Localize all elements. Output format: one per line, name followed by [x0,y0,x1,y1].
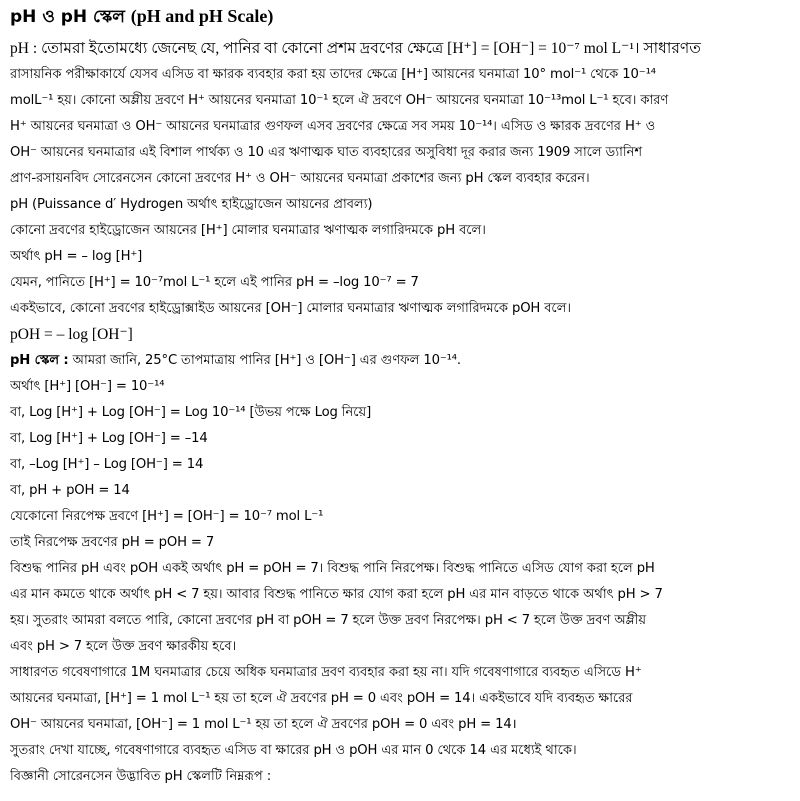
heading-bangla: pH ও pH স্কেল [10,7,125,27]
paragraph-line: OH⁻ আয়নের ঘনমাত্রার এই বিশাল পার্থক্য ও 10 এর ঋণাত্মক ঘাত ব্যবহারের অসুবিধা দূর করার জন্য 1909 সালে ড্যানিশ [10,145,643,160]
ph-definition-title: pH (Puissance d′ Hydrogen অর্থাৎ হাইড্রোজেন আয়নের প্রাবল্য) [10,197,373,212]
equation-line: বা, –Log [H⁺] – Log [OH⁻] = 14 [10,457,204,472]
section-heading [10,4,794,29]
equation-line: বা, pH + pOH = 14 [10,483,130,498]
ph-scale-line [10,349,794,373]
equation-line: বা, Log [H⁺] + Log [OH⁻] = –14 [10,431,208,446]
ph-definition: কোনো দ্রবণের হাইড্রোজেন আয়নের [H⁺] মোলার ঘনমাত্রার ঋণাত্মক লগারিদমকে pH বলে। [10,223,486,238]
heading-english: (pH and pH Scale) [130,6,274,26]
ph-scale-text: আমরা জানি, 25°C তাপমাত্রায় পানির [H⁺] ও [OH⁻] এর গুণফল 10⁻¹⁴. [68,353,461,368]
paragraph-line: বিজ্ঞানী সোরেনসেন উদ্ভাবিত pH স্কেলটি নিম্নরূপ : [10,769,272,784]
paragraph-line: সুতরাং দেখা যাচ্ছে, গবেষণাগারে ব্যবহৃত এসিড বা ক্ষারের pH ও pOH এর মান 0 থেকে 14 এর মধ্যেই থাকে। [10,743,577,758]
paragraph-line: রাসায়নিক পরীক্ষাকার্যে যেসব এসিড বা ক্ষারক ব্যবহার করা হয় তাদের ক্ষেত্রে [H⁺] আয়নের ঘনমাত্রা 10° mol⁻¹ থেকে 10⁻¹⁴ [10,67,656,82]
equation-line: বা, Log [H⁺] + Log [OH⁻] = Log 10⁻¹⁴ [উভয় পক্ষে Log নিয়ে] [10,405,372,420]
ph-example: যেমন, পানিতে [H⁺] = 10⁻⁷mol L⁻¹ হলে এই পানির pH = –log 10⁻⁷ = 7 [10,275,419,290]
paragraph-line: OH⁻ আয়নের ঘনমাত্রা, [OH⁻] = 1 mol L⁻¹ হয় তা হলে ঐ দ্রবণের pOH = 0 এবং pH = 14। [10,717,517,732]
neutral-ph-line: তাই নিরপেক্ষ দ্রবণের pH = pOH = 7 [10,535,215,550]
paragraph-line: এবং pH > 7 হলে উক্ত দ্রবণ ক্ষারকীয় হবে। [10,639,237,654]
paragraph-line: আয়নের ঘনমাত্রা, [H⁺] = 1 mol L⁻¹ হয় তা হলে ঐ দ্রবণের pH = 0 এবং pOH = 14। একইভাবে যদি ব্যবহৃত ক্ষারের [10,691,633,706]
poh-formula: pOH = – log [OH⁻] [10,326,133,343]
paragraph-line: প্রাণ-রসায়নবিদ সোরেনসেন কোনো দ্রবণের H⁺ ও OH⁻ আয়নের ঘনমাত্রা প্রকাশের জন্য pH স্কেল ব্যবহার করেন। [10,171,590,186]
ph-scale-label: pH স্কেল : [10,353,69,368]
ph-formula: অর্থাৎ pH = – log [H⁺] [10,249,143,264]
neutral-solution-line: যেকোনো নিরপেক্ষ দ্রবণে [H⁺] = [OH⁻] = 10⁻⁷ mol L⁻¹ [10,509,324,524]
paragraph-line: বিশুদ্ধ পানির pH এবং pOH একই অর্থাৎ pH = pOH = 7। বিশুদ্ধ পানি নিরপেক্ষ। বিশুদ্ধ পানিতে এসিড যোগ করা হলে pH [10,561,655,576]
paragraph-line: molL⁻¹ হয়। কোনো অম্লীয় দ্রবণে H⁺ আয়নের ঘনমাত্রা 10⁻¹ হলে ঐ দ্রবণে OH⁻ আয়নের ঘনমাত্রা 10⁻¹³mol L⁻¹ হবে। কারণ [10,93,669,108]
paragraph-line: হয়। সুতরাং আমরা বলতে পারি, কোনো দ্রবণের pH বা pOH = 7 হলে উক্ত দ্রবণ নিরপেক্ষ। pH < 7 হলে উক্ত দ্রবণ অম্লীয় [10,613,646,628]
paragraph-line: H⁺ আয়নের ঘনমাত্রা ও OH⁻ আয়নের ঘনমাত্রার গুণফল এসব দ্রবণের ক্ষেত্রে সব সময় 10⁻¹⁴। এসিড ও ক্ষারক দ্রবণের H⁺ ও [10,119,656,134]
paragraph-line: এর মান কমতে থাকে অর্থাৎ pH < 7 হয়। আবার বিশুদ্ধ পানিতে ক্ষার যোগ করা হলে pH এর মান বাড়তে থাকে অর্থাৎ pH > 7 [10,587,663,602]
paragraph-line: pH : তোমরা ইতোমধ্যে জেনেছ যে, পানির বা কোনো প্রশম দ্রবণের ক্ষেত্রে [H⁺] = [OH⁻] = 10⁻⁷ mol L⁻¹। সাধারণত [10,40,701,57]
paragraph-line: সাধারণত গবেষণাগারে 1M ঘনমাত্রার চেয়ে অধিক ঘনমাত্রার দ্রবণ ব্যবহার করা হয় না। যদি গবেষণাগারে ব্যবহৃত এসিডে H⁺ [10,665,642,680]
equation-line: অর্থাৎ [H⁺] [OH⁻] = 10⁻¹⁴ [10,379,165,394]
poh-definition: একইভাবে, কোনো দ্রবণের হাইড্রোক্সাইড আয়নের [OH⁻] মোলার ঘনমাত্রার ঋণাত্মক লগারিদমকে pOH বলে। [10,301,571,316]
